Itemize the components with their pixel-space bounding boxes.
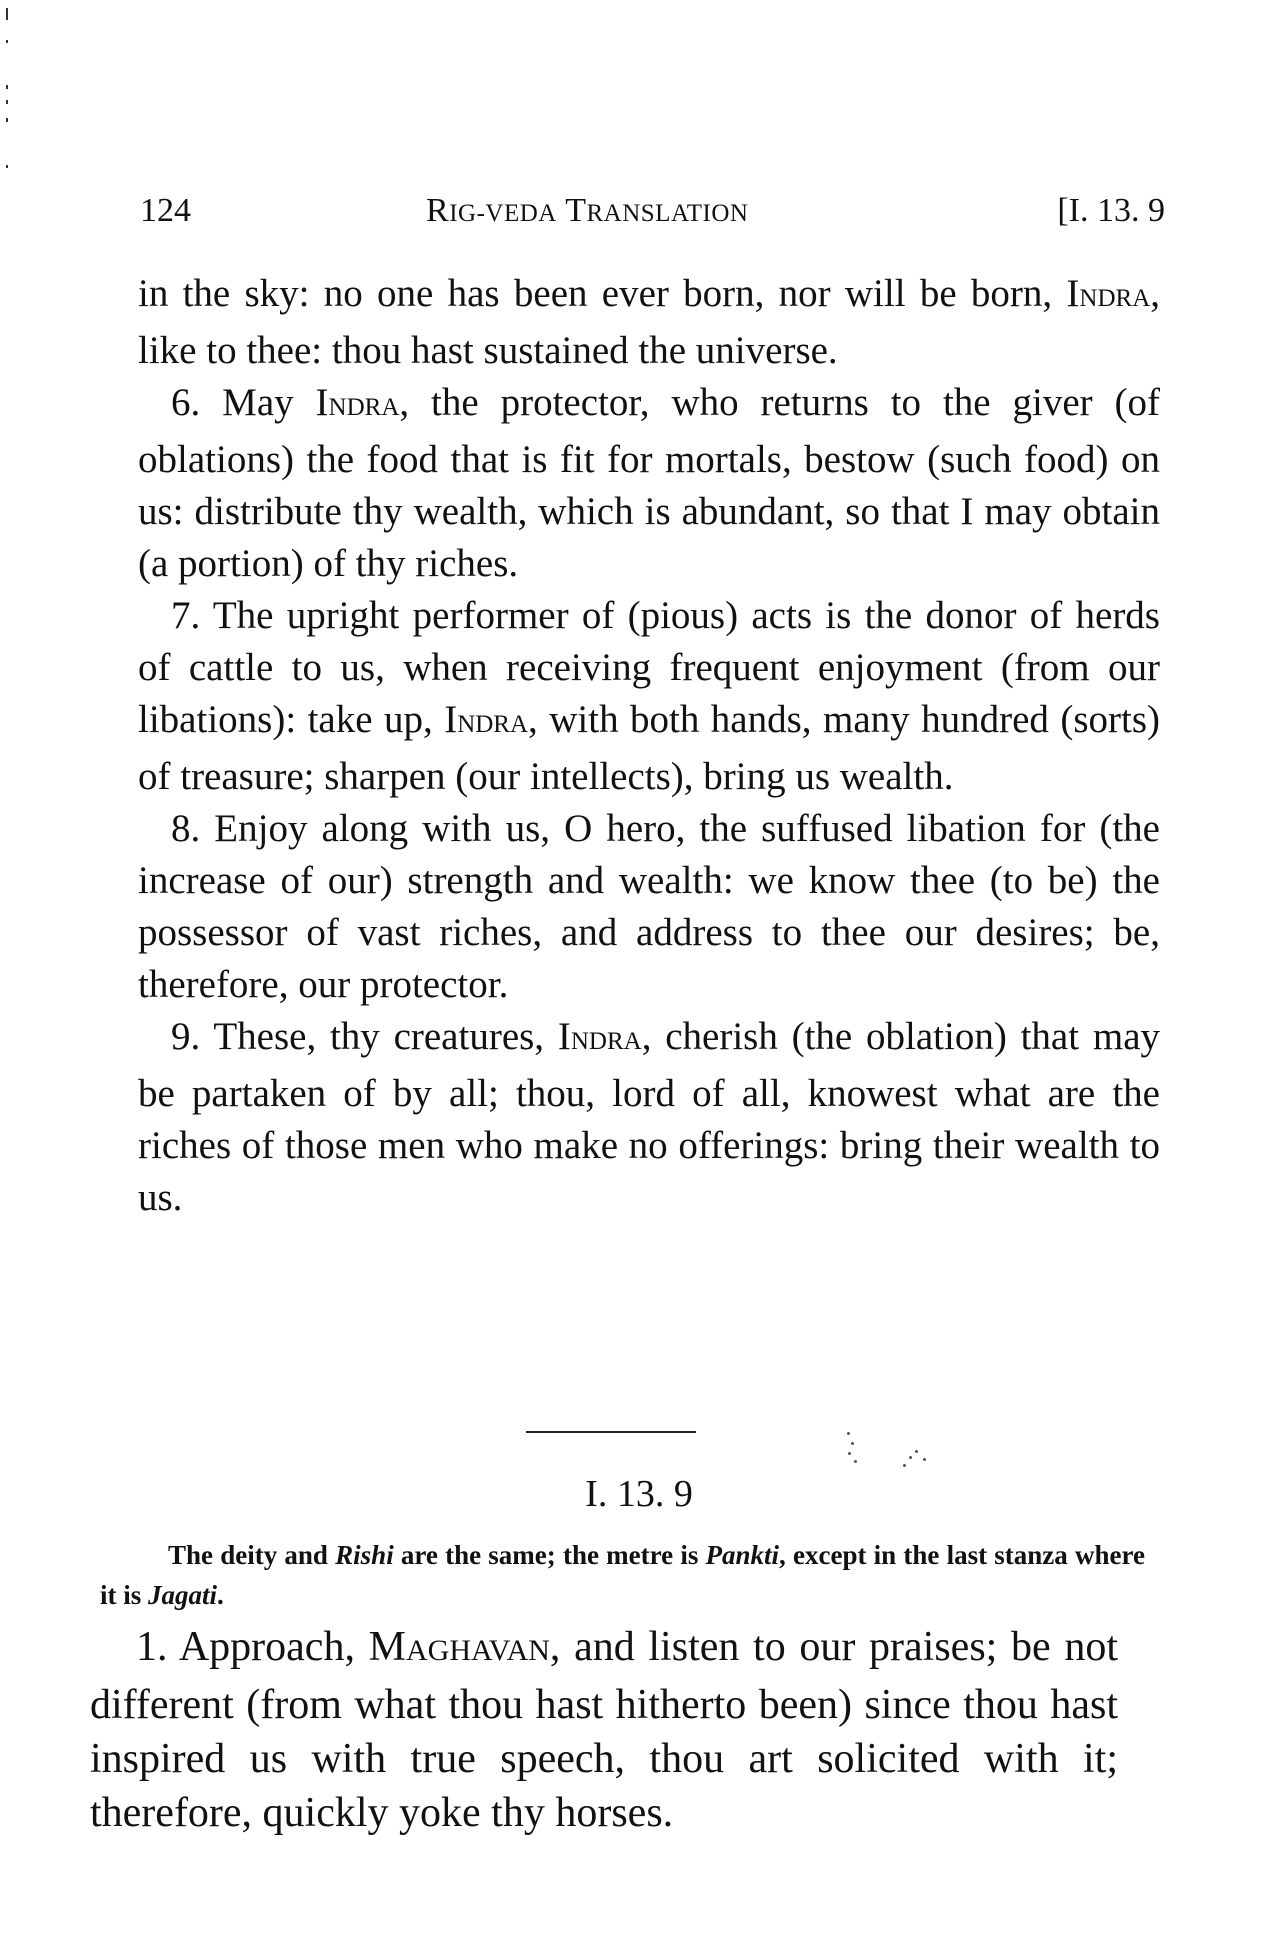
scan-speck	[903, 1464, 906, 1467]
scan-speck	[848, 1452, 851, 1455]
running-header	[140, 192, 1165, 242]
scan-speck	[915, 1450, 918, 1453]
scan-mark	[6, 165, 8, 168]
verse-8: 8. Enjoy along with us, O hero, the suffused libation for (the increase of our) strength and wealth: we know thee (to be) the possessor of vast riches, and address to thee our desires; be, therefore, our protector.	[138, 807, 1160, 1006]
scan-mark	[6, 40, 8, 43]
verse-7: 7. The upright performer of (pious) acts is the donor of herds of cattle to us, when receiving frequent enjoyment (from our libations): take up, INDRA, with both hands, many hundred (sorts) of treasure; sharpen (our intellects), bring us wealth.	[138, 594, 1160, 798]
scan-speck	[851, 1442, 854, 1445]
paragraph-continuation: in the sky: no one has been ever born, nor will be born, INDRA, like to thee: thou hast sustained the universe.	[138, 272, 1160, 372]
scan-speck	[923, 1458, 926, 1461]
scan-speck	[909, 1456, 912, 1459]
scan-mark	[6, 100, 8, 104]
main-text	[138, 268, 1160, 1224]
scan-mark	[6, 8, 8, 20]
scan-mark	[6, 118, 8, 122]
verse-9: 9. These, thy creatures, INDRA, cherish (the oblation) that may be partaken of by all; thou, lord of all, knowest what are the riches of those men who make no offerings: bring their wealth to us.	[138, 1015, 1161, 1219]
section-heading: I. 13. 9	[585, 1473, 693, 1515]
scan-mark	[6, 85, 8, 89]
margin-scan-marks	[6, 0, 12, 180]
verse-1: 1. Approach, MAGHAVAN, and listen to our praises; be not different (from what thou hast hitherto been) since thou hast inspired us with true speech, thou art solicited with it; therefore, quickly yoke thy horses.	[90, 1624, 1118, 1836]
verse-6: 6. May INDRA, the protector, who returns to the giver (of oblations) the food that is fit for mortals, bestow (such food) on us: distribute thy wealth, which is abundant, so that I may obtain (a portion) of thy riches.	[138, 381, 1160, 585]
running-title: RIG-VEDA TRANSLATION	[426, 192, 749, 229]
section-note: The deity and Rishi are the same; the metre is Pankti, except in the last stanza where it is Jagati.	[100, 1540, 1145, 1610]
page-number: 124	[140, 192, 191, 229]
section-text	[90, 1620, 1118, 1840]
section-reference: [I. 13. 9	[1057, 192, 1165, 229]
section-divider	[526, 1431, 696, 1433]
scan-speck	[847, 1432, 850, 1435]
scan-speck	[854, 1460, 857, 1463]
